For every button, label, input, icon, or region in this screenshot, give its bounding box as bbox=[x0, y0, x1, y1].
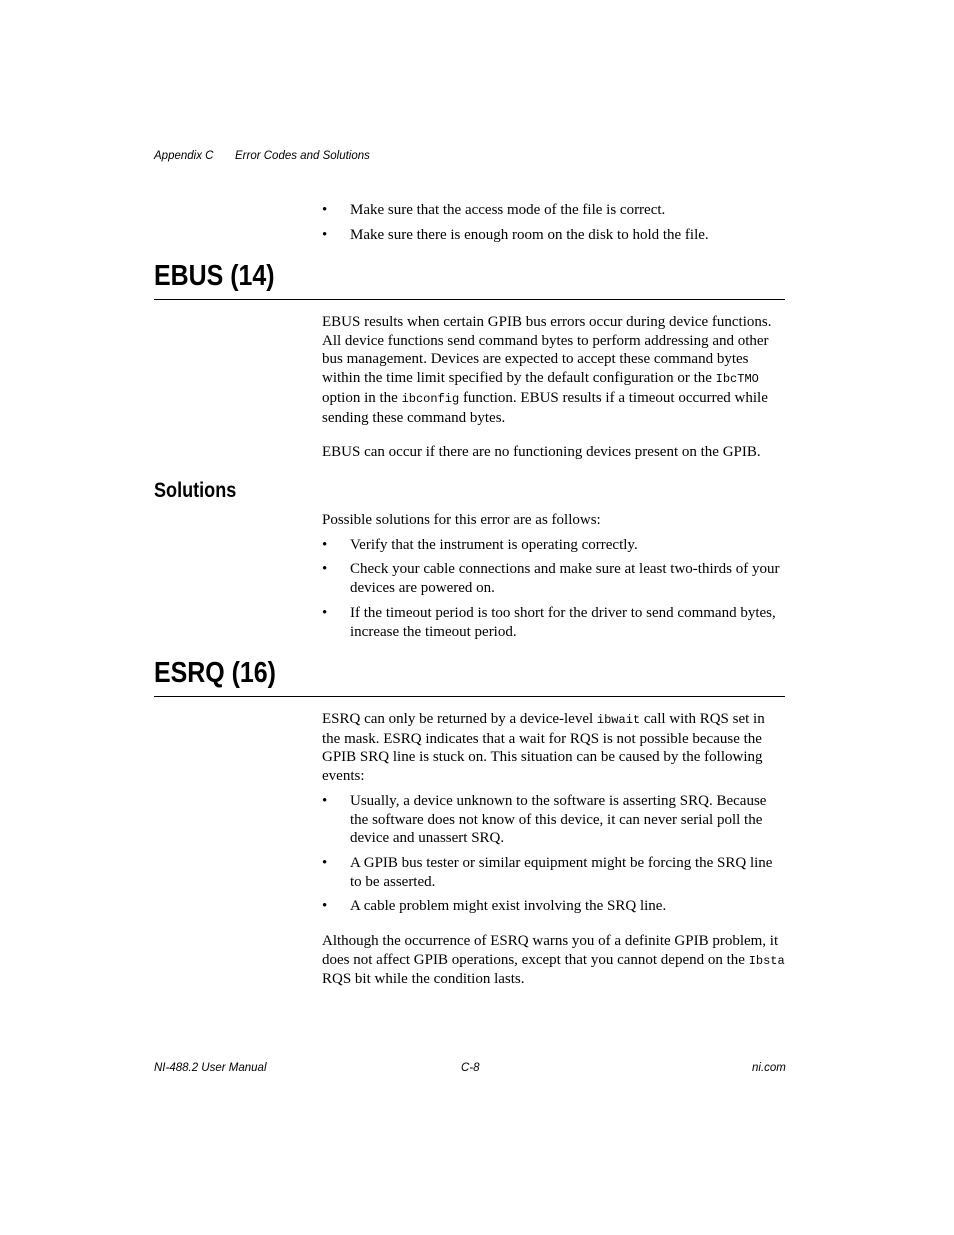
footer-website: ni.com bbox=[752, 1062, 786, 1074]
text: EBUS results when certain GPIB bus errors occur during device functions. All device functions send command bytes to perform addressing and other bus management. Devices are expected to accept these command bytes within the time limit specified by the default configuration or the bbox=[322, 314, 772, 387]
code-ibctmo: IbcTMO bbox=[715, 372, 759, 387]
code-ibconfig: ibconfig bbox=[401, 391, 460, 406]
text: RQS bit while the condition lasts. bbox=[322, 971, 525, 988]
ebus-para-1 bbox=[322, 313, 785, 427]
heading-rule bbox=[154, 299, 785, 300]
section-heading-ebus: EBUS (14) bbox=[154, 260, 275, 292]
text: call with RQS set in the mask. ESRQ indicates that a wait for RQS is not possible because the GPIB SRQ line is stuck on. This situation can be caused by the following events: bbox=[322, 711, 765, 785]
list-item: • Make sure there is enough room on the disk to hold the file. bbox=[322, 226, 785, 245]
code-ibsta: Ibsta bbox=[748, 953, 785, 968]
list-item: • A GPIB bus tester or similar equipment might be forcing the SRQ line to be asserted. bbox=[322, 854, 785, 891]
solutions-intro: Possible solutions for this error are as follows: bbox=[322, 512, 601, 528]
esrq-description bbox=[322, 710, 785, 989]
section-heading-esrq: ESRQ (16) bbox=[154, 657, 276, 689]
esrq-para-1 bbox=[322, 710, 785, 786]
ebus-para-2: EBUS can occur if there are no functioning devices present on the GPIB. bbox=[322, 444, 761, 461]
intro-bullets bbox=[322, 201, 785, 250]
list-item: • If the timeout period is too short for the driver to send command bytes, increase the timeout period. bbox=[322, 604, 785, 641]
chapter-title: Error Codes and Solutions bbox=[235, 150, 370, 162]
code-ibwait: ibwait bbox=[596, 713, 641, 727]
chapter-label: Appendix C bbox=[154, 150, 214, 162]
esrq-para-2 bbox=[322, 932, 785, 989]
list-item: • Make sure that the access mode of the file is correct. bbox=[322, 201, 785, 220]
list-item: • Usually, a device unknown to the software is asserting SRQ. Because the software does not know of this device, it can never serial poll the device and unassert SRQ. bbox=[322, 792, 785, 848]
footer-manual-title: NI-488.2 User Manual bbox=[154, 1062, 267, 1074]
text: function. EBUS results if a timeout occurred while sending these command bytes. bbox=[322, 389, 768, 426]
solutions-body bbox=[322, 511, 785, 647]
text: ESRQ can only be returned by a device-level bbox=[322, 711, 597, 727]
text: Although the occurrence of ESRQ warns you of a definite GPIB problem, it does not affect GPIB operations, except that you cannot depend on the bbox=[322, 933, 779, 968]
ebus-description bbox=[322, 313, 785, 462]
running-header bbox=[154, 150, 370, 162]
list-item: • Check your cable connections and make sure at least two-thirds of your devices are powered on. bbox=[322, 560, 785, 597]
subheading-solutions: Solutions bbox=[154, 479, 237, 502]
heading-rule bbox=[154, 696, 785, 697]
text: option in the bbox=[322, 389, 402, 406]
footer-page-number: C-8 bbox=[461, 1062, 480, 1074]
list-item: • Verify that the instrument is operating correctly. bbox=[322, 536, 785, 555]
list-item: • A cable problem might exist involving the SRQ line. bbox=[322, 897, 785, 916]
